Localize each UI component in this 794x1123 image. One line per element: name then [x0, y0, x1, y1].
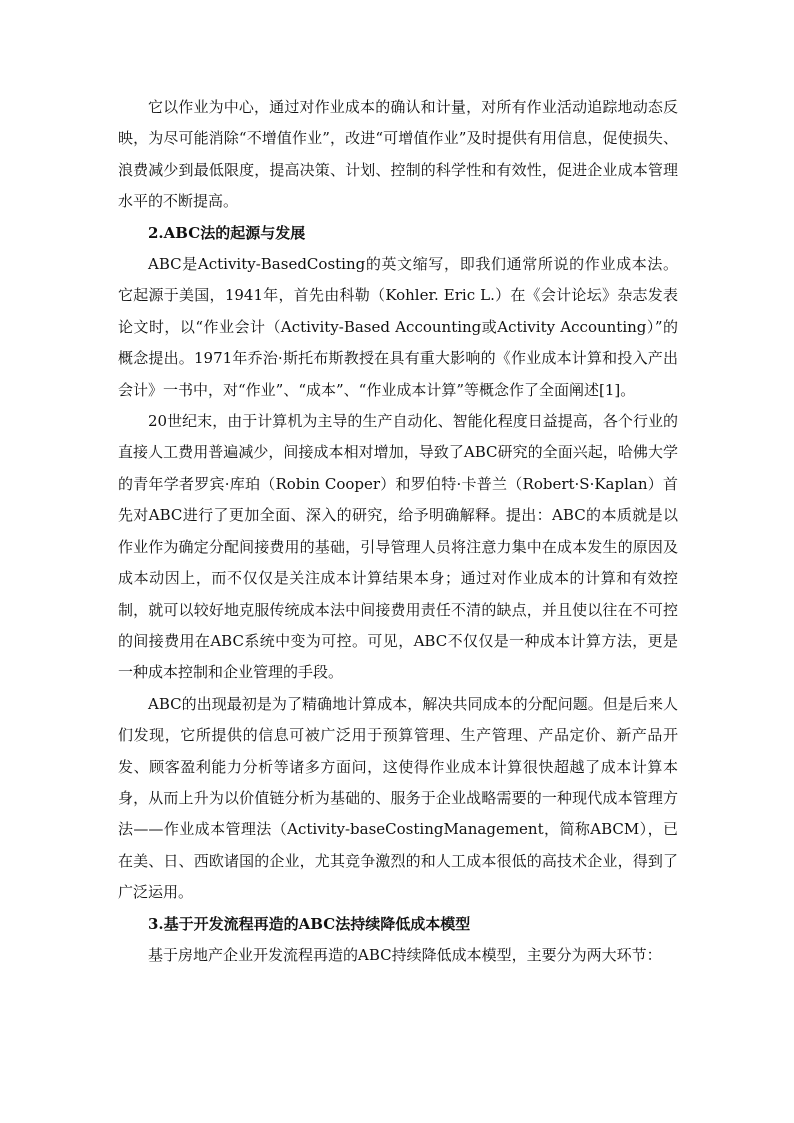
paragraph-abcm: ABC的出现最初是为了精确地计算成本，解决共同成本的分配问题。但是后来人们发现，它所提供的信息可被广泛用于预算管理、生产管理、产品定价、新产品开发、顾客盈利能力分析等诸多方面问，这使得作业成本计算很快超越了成本计算本身，从而上升为以价值链分析为基础的、服务于企业战略需要的一种现代成本管理方法——作业成本管理法（Activity-baseCostingManagement，简称ABCM），已在美、日、西欧诸国的企业，尤其竞争激烈的和人工成本很低的高技术企业，得到了广泛运用。 — [118, 694, 678, 902]
document-page — [118, 92, 678, 971]
paragraph-model-intro: 基于房地产企业开发流程再造的ABC持续降低成本模型，主要分为两大环节： — [148, 945, 662, 964]
paragraph-abc-rise: 20世纪末，由于计算机为主导的生产自动化、智能化程度日益提高，各个行业的直接人工费用普遍减少，间接成本相对增加，导致了ABC研究的全面兴起，哈佛大学的青年学者罗宾·库珀（Robin Cooper）和罗伯特·卡普兰（Robert·S·Kaplan）首先对ABC进行了更加全面、深入的研究，给予明确解释。提出：ABC的本质就是以作业作为确定分配间接费用的基础，引导管理人员将注意力集中在成本发生的原因及成本动因上，而不仅仅是关注成本计算结果本身；通过对作业成本的计算和有效控制，就可以较好地克服传统成本法中间接费用责任不清的缺点，并且使以往在不可控的间接费用在ABC系统中变为可控。可见，ABC不仅仅是一种成本计算方法，更是一种成本控制和企业管理的手段。 — [118, 412, 678, 682]
section-heading-model: 3.基于开发流程再造的ABC法持续降低成本模型 — [148, 914, 471, 933]
paragraph-activity-focus: 它以作业为中心，通过对作业成本的确认和计量，对所有作业活动追踪地动态反映，为尽可能消除“不增值作业”，改进“可增值作业”及时提供有用信息，促使损失、浪费减少到最低限度，提高决策、计划、控制的科学性和有效性，促进企业成本管理水平的不断提高。 — [118, 98, 678, 211]
paragraph-abc-definition: ABC是Activity-BasedCosting的英文缩写，即我们通常所说的作业成本法。它起源于美国，1941年，首先由科勒（Kohler. Eric L.）在《会计论坛》杂志发表论文时，以“作业会计（Activity-Based Accounting或Activity Accounting）”的概念提出。1971年乔治·斯托布斯教授在具有重大影响的《作业成本计算和投入产出会计》一书中，对“作业”、“成本”、“作业成本计算”等概念作了全面阐述[1]。 — [118, 255, 678, 399]
section-heading-origin: 2.ABC法的起源与发展 — [148, 223, 306, 242]
